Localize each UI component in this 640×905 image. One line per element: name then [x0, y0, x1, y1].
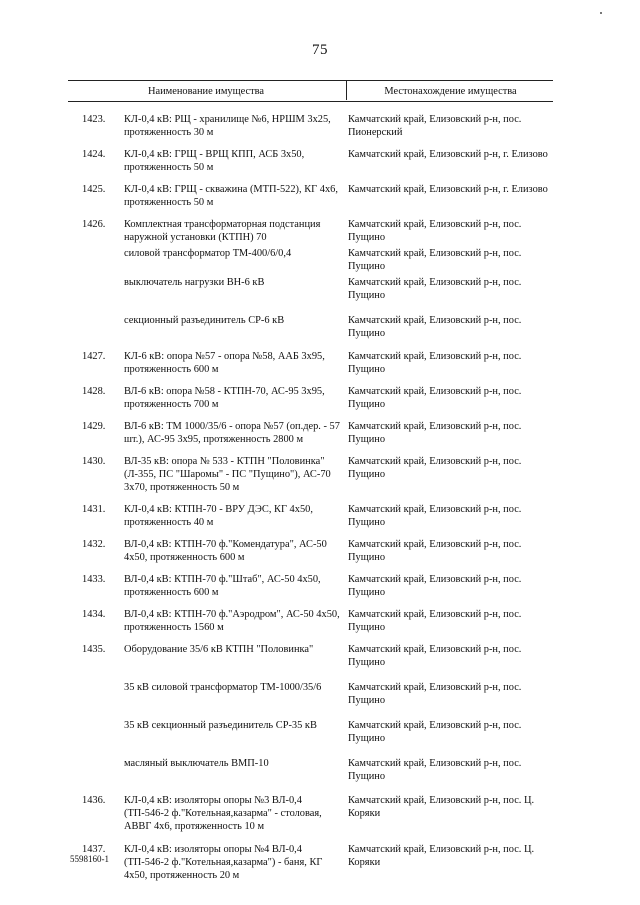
table-row [0, 608, 640, 634]
property-name: КЛ-0,4 кВ: РЩ - хранилище №6, НРШМ 3х25, протяженность 30 м [124, 114, 331, 138]
property-name: ВЛ-35 кВ: опора № 533 - КТПН "Половинка" (Л-355, ПС "Шаромы" - ПС "Пущино"), АС-70 3х70, протяженность 50 м [124, 456, 331, 493]
property-location: Камчатский край, Елизовский р-н, пос. Пущино [348, 682, 522, 706]
property-location: Камчатский край, Елизовский р-н, пос. Пущино [348, 315, 522, 339]
row-number: 1428. [82, 386, 106, 397]
property-location: Камчатский край, Елизовский р-н, пос. Пущино [348, 386, 522, 410]
document-code: 5598160-1 [70, 854, 109, 864]
property-name: секционный разъединитель СР-6 кВ [124, 315, 285, 326]
table-row [0, 757, 640, 783]
table-row [0, 503, 640, 529]
property-location: Камчатский край, Елизовский р-н, пос. Пущино [348, 644, 522, 668]
property-name: КЛ-0,4 кВ: изоляторы опоры №3 ВЛ-0,4 (ТП-546-2 ф."Котельная,казарма" - столовая, АВВГ 4х6, протяженность 10 м [124, 795, 322, 832]
property-name: ВЛ-6 кВ: ТМ 1000/35/6 - опора №57 (оп.дер. - 57 шт.), АС-95 3х95, протяженность 2800 м [124, 421, 340, 445]
row-number: 1426. [82, 219, 106, 230]
table-row [0, 455, 640, 494]
property-location: Камчатский край, Елизовский р-н, пос. Пущино [348, 720, 522, 744]
row-number: 1431. [82, 504, 106, 515]
property-name: 35 кВ силовой трансформатор ТМ-1000/35/6 [124, 682, 322, 693]
property-location: Камчатский край, Елизовский р-н, пос. Ц. Коряки [348, 795, 535, 819]
column-divider [346, 80, 347, 100]
table-row [0, 538, 640, 564]
column-header-location: Местонахождение имущества [384, 86, 517, 97]
table-row [0, 350, 640, 376]
column-header-name: Наименование имущества [147, 86, 265, 97]
property-name: масляный выключатель ВМП-10 [124, 758, 269, 769]
row-number: 1430. [82, 456, 106, 467]
property-name: Оборудование 35/6 кВ КТПН "Половинка" [124, 644, 314, 655]
property-name: КЛ-0,4 кВ: КТПН-70 - ВРУ ДЭС, КГ 4х50, протяженность 40 м [124, 504, 313, 528]
property-name: выключатель нагрузки ВН-6 кВ [124, 277, 265, 288]
property-location: Камчатский край, Елизовский р-н, пос. Пущино [348, 456, 522, 480]
row-number: 1425. [82, 184, 106, 195]
property-location: Камчатский край, Елизовский р-н, пос. Пущино [348, 421, 522, 445]
property-location: Камчатский край, Елизовский р-н, пос. Пущино [348, 351, 522, 375]
table-header [68, 85, 553, 101]
table-header-rule [68, 101, 553, 102]
scan-speck [600, 12, 602, 14]
table-row [0, 643, 640, 669]
table-row [0, 385, 640, 411]
property-location: Камчатский край, Елизовский р-н, пос. Пущино [348, 574, 522, 598]
table-row [0, 113, 640, 139]
row-number: 1437. [82, 844, 106, 855]
table-row [0, 218, 640, 244]
property-name: ВЛ-6 кВ: опора №58 - КТПН-70, АС-95 3х95, протяженность 700 м [124, 386, 325, 410]
property-name: ВЛ-0,4 кВ: КТПН-70 ф."Аэродром", АС-50 4х50, протяженность 1560 м [124, 609, 340, 633]
row-number: 1432. [82, 539, 106, 550]
property-location: Камчатский край, Елизовский р-н, пос. Пущино [348, 609, 522, 633]
table-row [0, 148, 640, 174]
row-number: 1433. [82, 574, 106, 585]
property-name: Комплектная трансформаторная подстанция наружной установки (КТПН) 70 [124, 219, 321, 243]
property-location: Камчатский край, Елизовский р-н, г. Елизово [348, 149, 548, 160]
row-number: 1427. [82, 351, 106, 362]
table-row [0, 183, 640, 209]
property-name: КЛ-0,4 кВ: ГРЩ - скважина (МТП-522), КГ 4х6, протяженность 50 м [124, 184, 338, 208]
property-location: Камчатский край, Елизовский р-н, пос. Пущино [348, 219, 522, 243]
property-location: Камчатский край, Елизовский р-н, пос. Пущино [348, 539, 522, 563]
row-number: 1423. [82, 114, 106, 125]
table-row [0, 794, 640, 833]
table-row [0, 247, 640, 273]
property-name: КЛ-0,4 кВ: изоляторы опоры №4 ВЛ-0,4 (ТП-546-2 ф."Котельная,казарма") - баня, КГ 4х50, протяженность 20 м [124, 844, 323, 881]
table-row [0, 719, 640, 745]
table-row [0, 420, 640, 446]
row-number: 1434. [82, 609, 106, 620]
row-number: 1436. [82, 795, 106, 806]
property-location: Камчатский край, Елизовский р-н, пос. Пущино [348, 758, 522, 782]
row-number: 1435. [82, 644, 106, 655]
property-location: Камчатский край, Елизовский р-н, пос. Ц. Коряки [348, 844, 535, 868]
table-row [0, 681, 640, 707]
table-row [0, 314, 640, 340]
property-name: КЛ-6 кВ: опора №57 - опора №58, ААБ 3х95, протяженность 600 м [124, 351, 325, 375]
property-name: 35 кВ секционный разъединитель СР-35 кВ [124, 720, 317, 731]
property-location: Камчатский край, Елизовский р-н, пос. Пущино [348, 504, 522, 528]
property-name: ВЛ-0,4 кВ: КТПН-70 ф."Штаб", АС-50 4х50, протяженность 600 м [124, 574, 321, 598]
table-row [0, 276, 640, 302]
property-location: Камчатский край, Елизовский р-н, пос. Пущино [348, 248, 522, 272]
property-location: Камчатский край, Елизовский р-н, пос. Пущино [348, 277, 522, 301]
row-number: 1424. [82, 149, 106, 160]
page-number: 75 [312, 42, 328, 58]
table-row [0, 573, 640, 599]
property-name: силовой трансформатор ТМ-400/6/0,4 [124, 248, 292, 259]
property-location: Камчатский край, Елизовский р-н, пос. Пионерский [348, 114, 522, 138]
property-name: ВЛ-0,4 кВ: КТПН-70 ф."Комендатура", АС-50 4х50, протяженность 600 м [124, 539, 327, 563]
row-number: 1429. [82, 421, 106, 432]
property-location: Камчатский край, Елизовский р-н, г. Елизово [348, 184, 548, 195]
table-top-rule [68, 80, 553, 81]
table-body [0, 113, 640, 891]
property-name: КЛ-0,4 кВ: ГРЩ - ВРЩ КПП, АСБ 3х50, протяженность 50 м [124, 149, 305, 173]
